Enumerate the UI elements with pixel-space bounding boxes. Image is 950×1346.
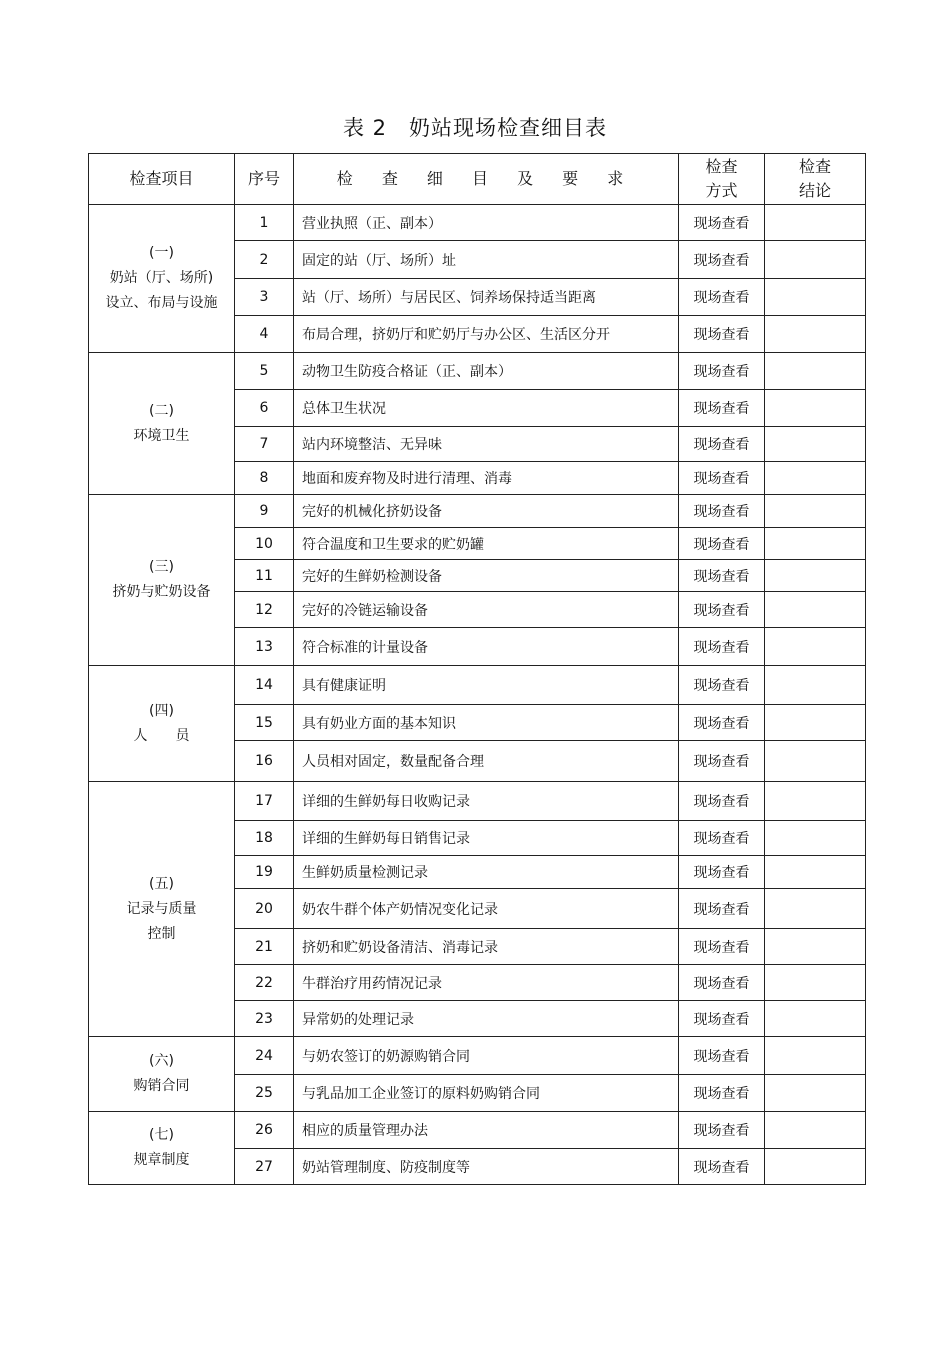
inspection-method: 现场查看 — [679, 1001, 765, 1037]
inspection-method: 现场查看 — [679, 705, 765, 741]
inspection-conclusion — [765, 528, 866, 560]
item-requirement: 总体卫生状况 — [294, 390, 679, 427]
table-body — [89, 205, 866, 1185]
inspection-method: 现场查看 — [679, 666, 765, 705]
item-number: 20 — [235, 889, 294, 929]
item-number: 18 — [235, 821, 294, 856]
inspection-method: 现场查看 — [679, 427, 765, 462]
inspection-conclusion — [765, 495, 866, 528]
category-label-line: 记录与质量 — [126, 900, 197, 917]
table-row — [89, 353, 866, 390]
inspection-conclusion — [765, 241, 866, 279]
inspection-method: 现场查看 — [679, 628, 765, 666]
inspection-conclusion — [765, 462, 866, 495]
inspection-method: 现场查看 — [679, 889, 765, 929]
category-cell — [89, 666, 235, 782]
item-number: 21 — [235, 929, 294, 965]
item-requirement: 人员相对固定，数量配备合理 — [294, 741, 679, 782]
item-requirement: 挤奶和贮奶设备清洁、消毒记录 — [294, 929, 679, 965]
table-row — [89, 495, 866, 528]
inspection-method: 现场查看 — [679, 965, 765, 1001]
inspection-conclusion — [765, 390, 866, 427]
item-requirement: 站（厅、场所）与居民区、饲养场保持适当距离 — [294, 279, 679, 316]
item-requirement: 奶农牛群个体产奶情况变化记录 — [294, 889, 679, 929]
item-number: 25 — [235, 1075, 294, 1112]
category-label-line: 设立、布局与设施 — [105, 295, 218, 311]
item-number: 14 — [235, 666, 294, 705]
inspection-conclusion — [765, 666, 866, 705]
item-requirement: 牛群治疗用药情况记录 — [294, 965, 679, 1001]
table-row — [89, 1112, 866, 1149]
table-row — [89, 782, 866, 821]
item-number: 10 — [235, 528, 294, 560]
item-number: 7 — [235, 427, 294, 462]
item-number: 27 — [235, 1149, 294, 1185]
table-row — [89, 666, 866, 705]
table-row — [89, 205, 866, 241]
inspection-method: 现场查看 — [679, 560, 765, 592]
inspection-conclusion — [765, 705, 866, 741]
item-number: 11 — [235, 560, 294, 592]
inspection-method: 现场查看 — [679, 316, 765, 353]
item-number: 13 — [235, 628, 294, 666]
category-cell — [89, 495, 235, 666]
item-requirement: 地面和废弃物及时进行清理、消毒 — [294, 462, 679, 495]
inspection-method: 现场查看 — [679, 782, 765, 821]
item-number: 26 — [235, 1112, 294, 1149]
inspection-conclusion — [765, 856, 866, 889]
item-requirement: 营业执照（正、副本） — [294, 205, 679, 241]
inspection-method: 现场查看 — [679, 929, 765, 965]
inspection-method: 现场查看 — [679, 1112, 765, 1149]
inspection-conclusion — [765, 316, 866, 353]
item-requirement: 符合温度和卫生要求的贮奶罐 — [294, 528, 679, 560]
item-requirement: 动物卫生防疫合格证（正、副本） — [294, 353, 679, 390]
header-item: 检 查 细 目 及 要 求 — [294, 154, 679, 205]
header-category: 检查项目 — [89, 154, 235, 205]
category-label-line: (三) — [149, 559, 174, 575]
header-num: 序号 — [235, 154, 294, 205]
inspection-conclusion — [765, 279, 866, 316]
item-number: 22 — [235, 965, 294, 1001]
inspection-conclusion — [765, 1001, 866, 1037]
inspection-conclusion — [765, 205, 866, 241]
category-label-line: 挤奶与贮奶设备 — [112, 584, 211, 600]
category-label-line: (二) — [149, 402, 174, 419]
inspection-method: 现场查看 — [679, 741, 765, 782]
item-requirement: 奶站管理制度、防疫制度等 — [294, 1149, 679, 1185]
header-method — [679, 154, 765, 205]
header-conclusion-line1: 检查 — [798, 157, 831, 176]
item-requirement: 完好的机械化挤奶设备 — [294, 495, 679, 528]
category-label-line: 规章制度 — [133, 1152, 190, 1168]
header-method-line2: 方式 — [705, 181, 738, 200]
item-number: 5 — [235, 353, 294, 390]
item-requirement: 具有奶业方面的基本知识 — [294, 705, 679, 741]
item-requirement: 详细的生鲜奶每日销售记录 — [294, 821, 679, 856]
inspection-method: 现场查看 — [679, 856, 765, 889]
category-label-line: 购销合同 — [133, 1078, 190, 1094]
inspection-method: 现场查看 — [679, 528, 765, 560]
item-number: 9 — [235, 495, 294, 528]
inspection-method: 现场查看 — [679, 462, 765, 495]
item-requirement: 相应的质量管理办法 — [294, 1112, 679, 1149]
inspection-method: 现场查看 — [679, 279, 765, 316]
inspection-method: 现场查看 — [679, 1037, 765, 1075]
category-cell — [89, 205, 235, 353]
category-label-line: 控制 — [147, 925, 176, 942]
item-requirement: 与乳品加工企业签订的原料奶购销合同 — [294, 1075, 679, 1112]
item-requirement: 布局合理，挤奶厅和贮奶厅与办公区、生活区分开 — [294, 316, 679, 353]
item-requirement: 异常奶的处理记录 — [294, 1001, 679, 1037]
item-number: 12 — [235, 592, 294, 628]
item-number: 24 — [235, 1037, 294, 1075]
item-requirement: 完好的生鲜奶检测设备 — [294, 560, 679, 592]
inspection-conclusion — [765, 353, 866, 390]
category-label-line: (五) — [149, 875, 174, 892]
inspection-conclusion — [765, 889, 866, 929]
inspection-conclusion — [765, 628, 866, 666]
item-number: 17 — [235, 782, 294, 821]
category-cell — [89, 353, 235, 495]
category-label-line: 人 员 — [133, 727, 190, 744]
inspection-conclusion — [765, 821, 866, 856]
inspection-method: 现场查看 — [679, 353, 765, 390]
item-requirement: 站内环境整洁、无异味 — [294, 427, 679, 462]
inspection-table — [88, 153, 866, 1185]
item-number: 2 — [235, 241, 294, 279]
category-label-line: (一) — [149, 245, 174, 261]
page-title: 表 2 奶站现场检查细目表 — [342, 116, 608, 140]
inspection-conclusion — [765, 782, 866, 821]
inspection-method: 现场查看 — [679, 821, 765, 856]
inspection-conclusion — [765, 1149, 866, 1185]
category-cell — [89, 782, 235, 1037]
item-number: 4 — [235, 316, 294, 353]
inspection-method: 现场查看 — [679, 390, 765, 427]
header-conclusion — [765, 154, 866, 205]
inspection-method: 现场查看 — [679, 495, 765, 528]
inspection-conclusion — [765, 741, 866, 782]
inspection-conclusion — [765, 929, 866, 965]
inspection-method: 现场查看 — [679, 592, 765, 628]
category-label-line: 环境卫生 — [133, 427, 190, 444]
category-label-line: (七) — [149, 1127, 174, 1143]
inspection-method: 现场查看 — [679, 205, 765, 241]
category-label-line: 奶站（厅、场所) — [109, 270, 214, 286]
item-requirement: 固定的站（厅、场所）址 — [294, 241, 679, 279]
item-number: 16 — [235, 741, 294, 782]
inspection-method: 现场查看 — [679, 241, 765, 279]
item-requirement: 完好的冷链运输设备 — [294, 592, 679, 628]
item-requirement: 符合标准的计量设备 — [294, 628, 679, 666]
inspection-method: 现场查看 — [679, 1149, 765, 1185]
inspection-conclusion — [765, 560, 866, 592]
category-cell — [89, 1037, 235, 1112]
header-method-line1: 检查 — [705, 157, 738, 176]
header-row — [89, 154, 866, 205]
category-cell — [89, 1112, 235, 1185]
item-number: 19 — [235, 856, 294, 889]
category-label-line: (六) — [149, 1053, 174, 1069]
item-requirement: 生鲜奶质量检测记录 — [294, 856, 679, 889]
item-requirement: 详细的生鲜奶每日收购记录 — [294, 782, 679, 821]
inspection-method: 现场查看 — [679, 1075, 765, 1112]
item-number: 23 — [235, 1001, 294, 1037]
header-conclusion-line2: 结论 — [798, 181, 831, 200]
item-number: 1 — [235, 205, 294, 241]
inspection-conclusion — [765, 1037, 866, 1075]
item-number: 3 — [235, 279, 294, 316]
inspection-conclusion — [765, 592, 866, 628]
inspection-conclusion — [765, 1075, 866, 1112]
item-number: 15 — [235, 705, 294, 741]
table-row — [89, 1037, 866, 1075]
item-number: 8 — [235, 462, 294, 495]
category-label-line: (四) — [149, 702, 174, 719]
inspection-conclusion — [765, 965, 866, 1001]
item-requirement: 具有健康证明 — [294, 666, 679, 705]
item-requirement: 与奶农签订的奶源购销合同 — [294, 1037, 679, 1075]
inspection-conclusion — [765, 1112, 866, 1149]
item-number: 6 — [235, 390, 294, 427]
inspection-conclusion — [765, 427, 866, 462]
